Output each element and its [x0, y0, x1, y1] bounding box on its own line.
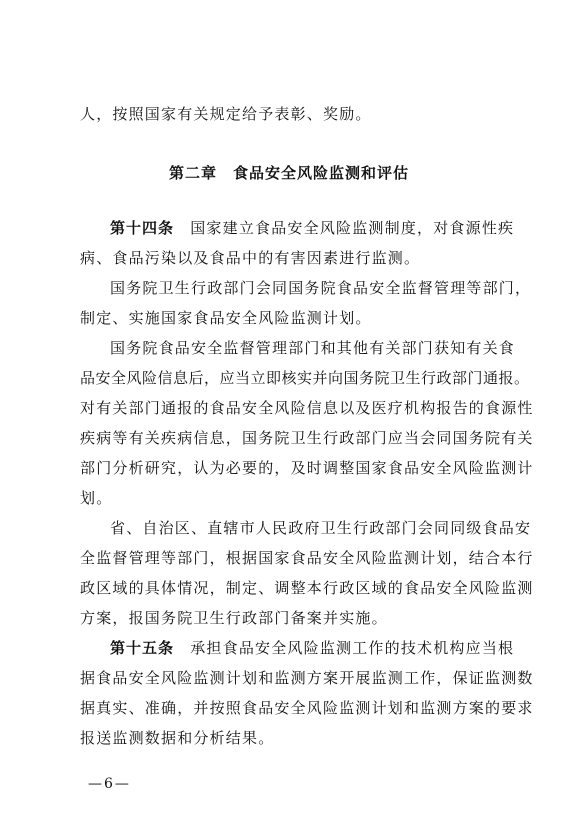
article-15-line-3: 据真实、准确，并按照食品安全风险监测计划和监测方案的要求 [80, 699, 534, 717]
paragraph-4-line-1: 省、自治区、直辖市人民政府卫生行政部门会同同级食品安 [110, 519, 532, 537]
paragraph-3-line-5: 部门分析研究，认为必要的，及时调整国家食品安全风险监测计 [80, 459, 534, 477]
paragraph-3-line-3: 对有关部门通报的食品安全风险信息以及医疗机构报告的食源性 [80, 399, 534, 417]
paragraph-line: 人，按照国家有关规定给予表彰、奖励。 [80, 105, 372, 123]
paragraph-4-line-3: 政区域的具体情况，制定、调整本行政区域的食品安全风险监测 [80, 579, 534, 597]
article-14-text: 国家建立食品安全风险监测制度，对食源性疾 [174, 219, 515, 237]
article-15-label: 第十五条 [110, 639, 175, 657]
paragraph-2-line-1: 国务院卫生行政部门会同国务院食品安全监督管理等部门， [110, 279, 532, 297]
paragraph-4-line-2: 全监督管理等部门，根据国家食品安全风险监测计划，结合本行 [80, 549, 534, 567]
article-15-line-4: 报送监测数据和分析结果。 [80, 729, 275, 747]
paragraph-4-line-4: 方案，报国务院卫生行政部门备案并实施。 [80, 609, 388, 627]
paragraph-3-line-6: 划。 [80, 489, 113, 507]
article-15-text: 承担食品安全风险监测工作的技术机构应当根 [174, 639, 515, 657]
paragraph-2-line-2: 制定、实施国家食品安全风险监测计划。 [80, 309, 372, 327]
article-14-label: 第十四条 [110, 219, 175, 237]
article-14-line-1 [110, 218, 515, 238]
article-15-line-2: 据食品安全风险监测计划和监测方案开展监测工作，保证监测数 [80, 669, 534, 687]
paragraph-3-line-1: 国务院食品安全监督管理部门和其他有关部门获知有关食 [110, 339, 516, 357]
chapter-title: 第二章 食品安全风险监测和评估 [168, 164, 409, 182]
article-14-line-2: 病、食品污染以及食品中的有害因素进行监测。 [80, 249, 421, 267]
paragraph-3-line-2: 品安全风险信息后，应当立即核实并向国务院卫生行政部门通报。 [80, 369, 530, 387]
page-number: —6— [88, 776, 131, 792]
article-15-line-1 [110, 638, 515, 658]
paragraph-3-line-4: 疾病等有关疾病信息，国务院卫生行政部门应当会同国务院有关 [80, 429, 534, 447]
